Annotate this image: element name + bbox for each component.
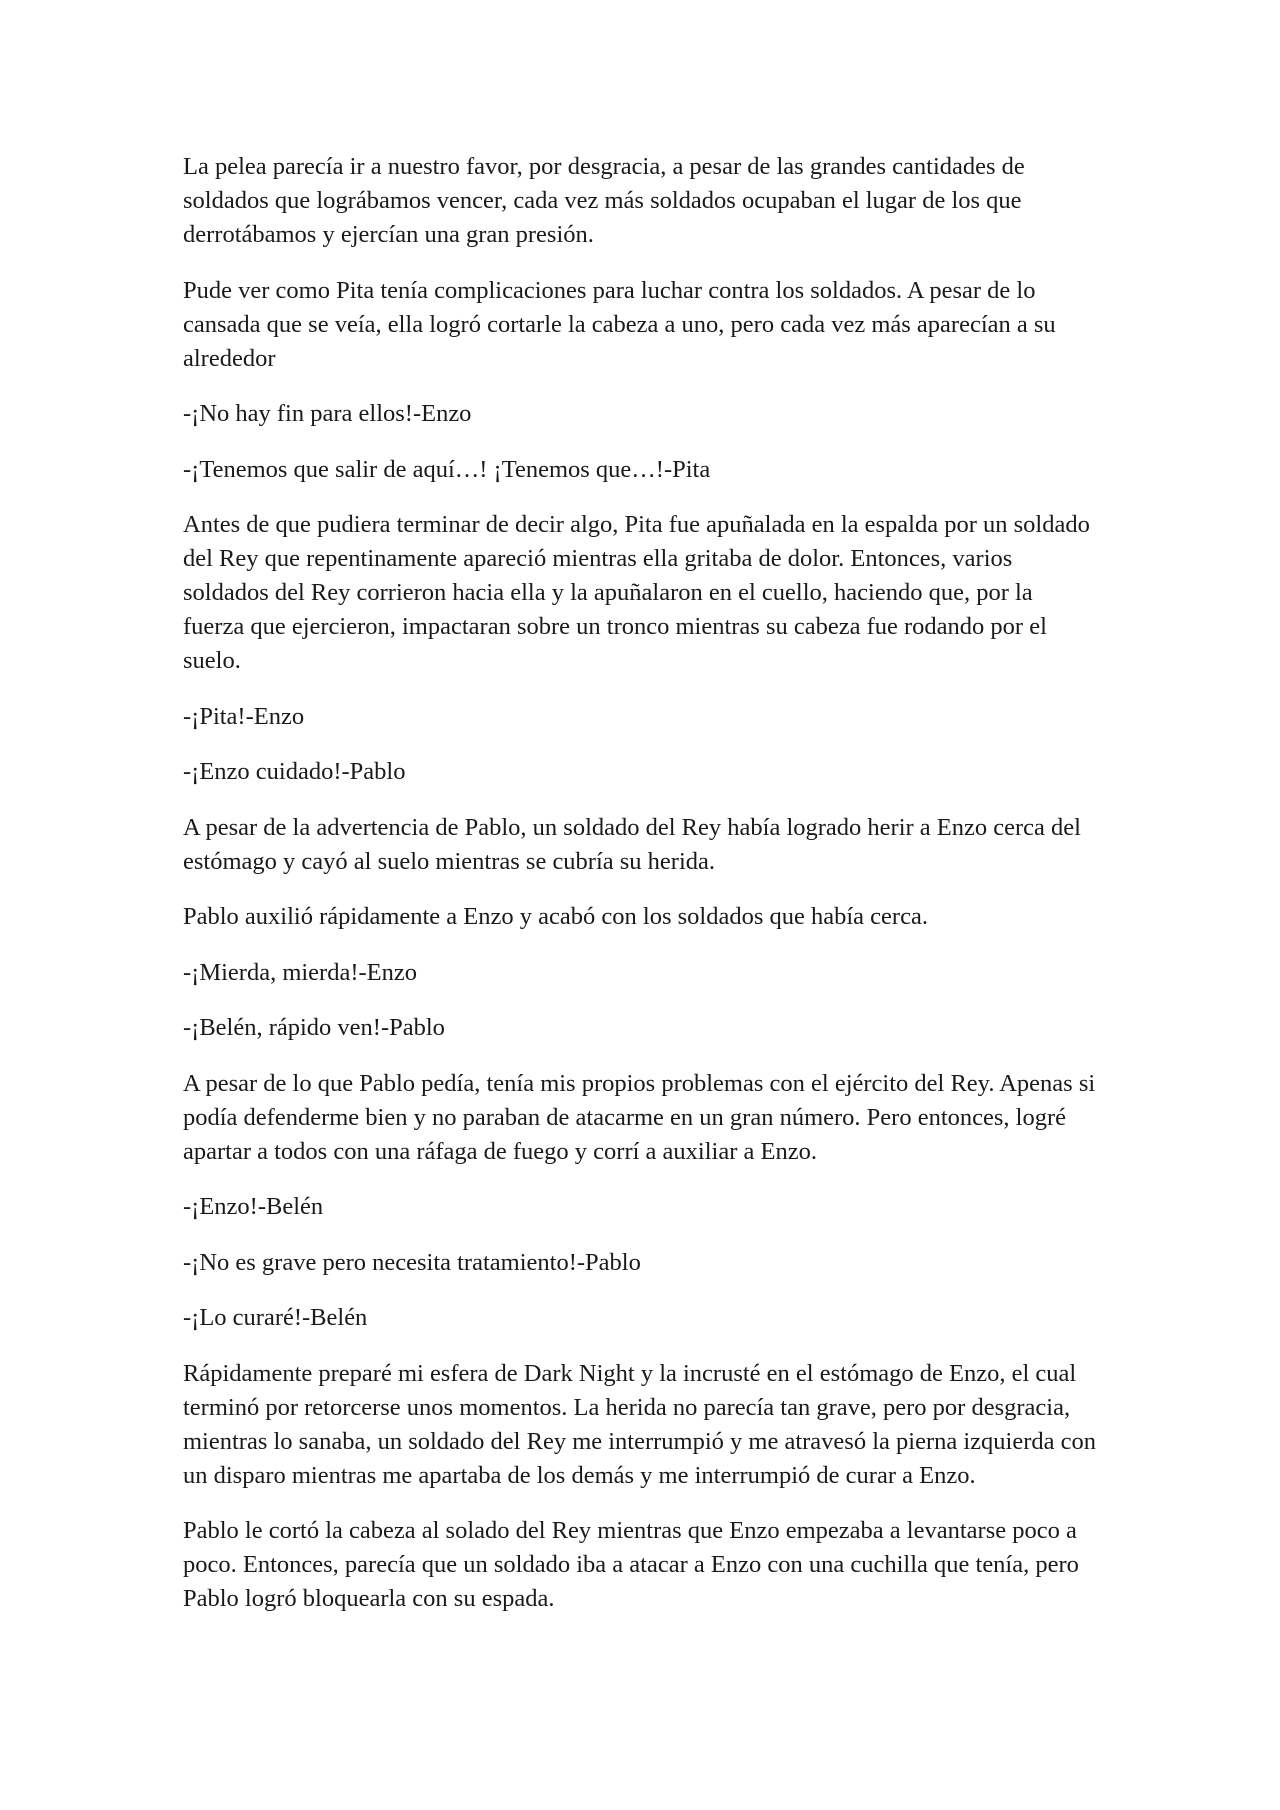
dialogue-line: -¡No hay fin para ellos!-Enzo [183, 400, 472, 427]
dialogue-line: -¡Lo curaré!-Belén [183, 1304, 368, 1331]
paragraph: Pablo le cortó la cabeza al solado del Rey mientras que Enzo empezaba a levantarse poco a poco. Entonces, parecía que un soldado iba a atacar a Enzo con una cuchilla que tenía, pero Pablo logró bloquearla con su espada. [183, 1517, 1079, 1612]
paragraph: Rápidamente preparé mi esfera de Dark Night y la incrusté en el estómago de Enzo, el cual terminó por retorcerse unos momentos. La herida no parecía tan grave, pero por desgracia, mientras lo sanaba, un soldado del Rey me interrumpió y me atravesó la pierna izquierda con un disparo mientras me apartaba de los demás y me interrumpió de curar a Enzo. [183, 1359, 1097, 1489]
dialogue-line: -¡Pita!-Enzo [183, 702, 305, 730]
paragraph: Antes de que pudiera terminar de decir algo, Pita fue apuñalada en la espalda por un soldado del Rey que repentinamente apareció mientras ella gritaba de dolor. Entonces, varios soldados del Rey corrieron hacia ella y la apuñalaron en el cuello, haciendo que, por la fuerza que ejercieron, impactaran sobre un tronco mientras su cabeza fue rodando por el suelo. [183, 511, 1090, 674]
paragraph: A pesar de lo que Pablo pedía, tenía mis propios problemas con el ejército del Rey. Apenas si podía defenderme bien y no paraban de atacarme en un gran número. Pero entonces, logré apartar a todos con una ráfaga de fuego y corrí a auxiliar a Enzo. [183, 1069, 1096, 1165]
paragraph: A pesar de la advertencia de Pablo, un soldado del Rey había logrado herir a Enzo cerca del estómago y cayó al suelo mientras se cubría su herida. [183, 813, 1081, 875]
paragraph: Pablo auxilió rápidamente a Enzo y acabó con los soldados que había cerca. [183, 903, 928, 930]
dialogue-line: -¡Tenemos que salir de aquí…! ¡Tenemos que…!-Pita [183, 455, 711, 483]
document-body [183, 150, 1098, 1638]
dialogue-line: -¡Mierda, mierda!-Enzo [183, 958, 417, 986]
paragraph: Pude ver como Pita tenía complicaciones para luchar contra los soldados. A pesar de lo cansada que se veía, ella logró cortarle la cabeza a uno, pero cada vez más aparecían a su alrededor [183, 276, 1056, 372]
dialogue-line: -¡Belén, rápido ven!-Pablo [183, 1014, 445, 1041]
dialogue-line: -¡Enzo cuidado!-Pablo [183, 758, 406, 785]
dialogue-line: -¡No es grave pero necesita tratamiento!-Pablo [183, 1248, 641, 1276]
dialogue-line: -¡Enzo!-Belén [183, 1193, 324, 1220]
paragraph: La pelea parecía ir a nuestro favor, por desgracia, a pesar de las grandes cantidades de soldados que lográbamos vencer, cada vez más soldados ocupaban el lugar de los que derrotábamos y ejercían una gran presión. [183, 153, 1025, 248]
